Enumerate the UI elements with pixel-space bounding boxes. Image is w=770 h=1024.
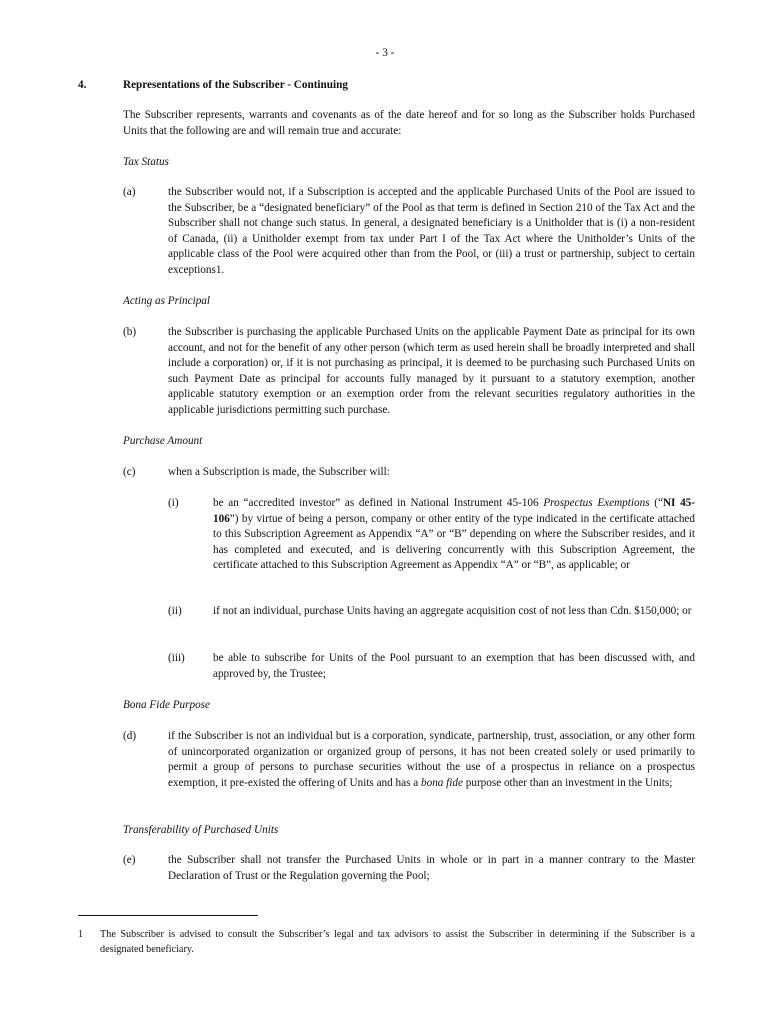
- subclause-text-i: be an “accredited investor” as defined in National Instrument 45-106 Prospectus Exemptions (“NI 45-106”) by virtue of being a person, company or other entity of the type indicated in the certificate attached to this Subscription Agreement as Appendix “A” or “B” depending on where the Subscriber resides, and it has completed and executed, and is delivering concurrently with this Subscription Agreement, the certificate attached to this Subscription Agreement as Appendix “A” or “B”, as applicable; or: [213, 497, 695, 571]
- clause-text-a: the Subscriber would not, if a Subscription is accepted and the applicable Purchased Units of the Pool are issued to the Subscriber, be a “designated beneficiary” of the Pool as that term is defined in Section 210 of the Tax Act and the Subscriber shall not change such status. In general, a designated beneficiary is a Unitholder that is (i) a non-resident of Canada, (ii) a Unitholder exempt from tax under Part I of the Tax Act where the Unitholder’s Units of the applicable class of the Pool were acquired other than from the Pool, or (iii) a trust or partnership, subject to certain exceptions1.: [168, 186, 695, 276]
- heading-bona-fide-purpose: Bona Fide Purpose: [123, 699, 210, 711]
- heading-tax-status: Tax Status: [123, 156, 169, 168]
- clause-label-a: (a): [123, 186, 136, 198]
- footnote-number: 1: [78, 929, 84, 940]
- page-number: - 3 -: [375, 47, 395, 59]
- footnote-separator: [78, 915, 258, 916]
- subclause-text-iii: be able to subscribe for Units of the Pool pursuant to an exemption that has been discussed with, and approved by, the Trustee;: [213, 652, 695, 680]
- section-title: Representations of the Subscriber - Continuing: [123, 79, 348, 91]
- subclause-label-ii: (ii): [168, 605, 182, 617]
- clause-label-d: (d): [123, 730, 137, 742]
- clause-text-c: when a Subscription is made, the Subscriber will:: [168, 466, 390, 478]
- heading-transferability: Transferability of Purchased Units: [123, 824, 279, 836]
- subclause-text-ii: if not an individual, purchase Units having an aggregate acquisition cost of not less than Cdn. $150,000; or: [213, 605, 692, 617]
- heading-acting-as-principal: Acting as Principal: [123, 295, 211, 307]
- section-number: 4.: [78, 79, 87, 91]
- subclause-label-i: (i): [168, 497, 179, 509]
- clause-label-c: (c): [123, 466, 136, 478]
- clause-label-e: (e): [123, 854, 136, 866]
- clause-label-b: (b): [123, 326, 137, 338]
- clause-text-b: the Subscriber is purchasing the applicable Purchased Units on the applicable Payment Date as principal for its own account, and not for the benefit of any other person (which term as used herein shall be broadly interpreted and shall include a corporation) or, if it is not purchasing as principal, it is deemed to be purchasing such Purchased Units on such Payment Date as principal for accounts fully managed by it pursuant to a statutory exemption, another applicable statutory exemption or an exemption order from the relevant securities regulatory authorities in the applicable jurisdictions permitting such purchase.: [168, 326, 695, 416]
- footnote-text: The Subscriber is advised to consult the Subscriber’s legal and tax advisors to assist the Subscriber in determining if the Subscriber is a designated beneficiary.: [100, 929, 695, 955]
- section-intro: The Subscriber represents, warrants and covenants as of the date hereof and for so long as the Subscriber holds Purchased Units that the following are and will remain true and accurate:: [123, 109, 695, 137]
- subclause-label-iii: (iii): [168, 652, 185, 664]
- clause-text-d: if the Subscriber is not an individual but is a corporation, syndicate, partnership, trust, association, or any other form of unincorporated organization or organized group of persons, it has not been created solely or used primarily to permit a group of persons to purchase securities without the use of a prospectus in reliance on a prospectus exemption, it pre-existed the offering of Units and has a bona fide purpose other than an investment in the Units;: [168, 730, 695, 789]
- clause-text-e: the Subscriber shall not transfer the Purchased Units in whole or in part in a manner contrary to the Master Declaration of Trust or the Regulation governing the Pool;: [168, 854, 695, 882]
- heading-purchase-amount: Purchase Amount: [123, 435, 203, 447]
